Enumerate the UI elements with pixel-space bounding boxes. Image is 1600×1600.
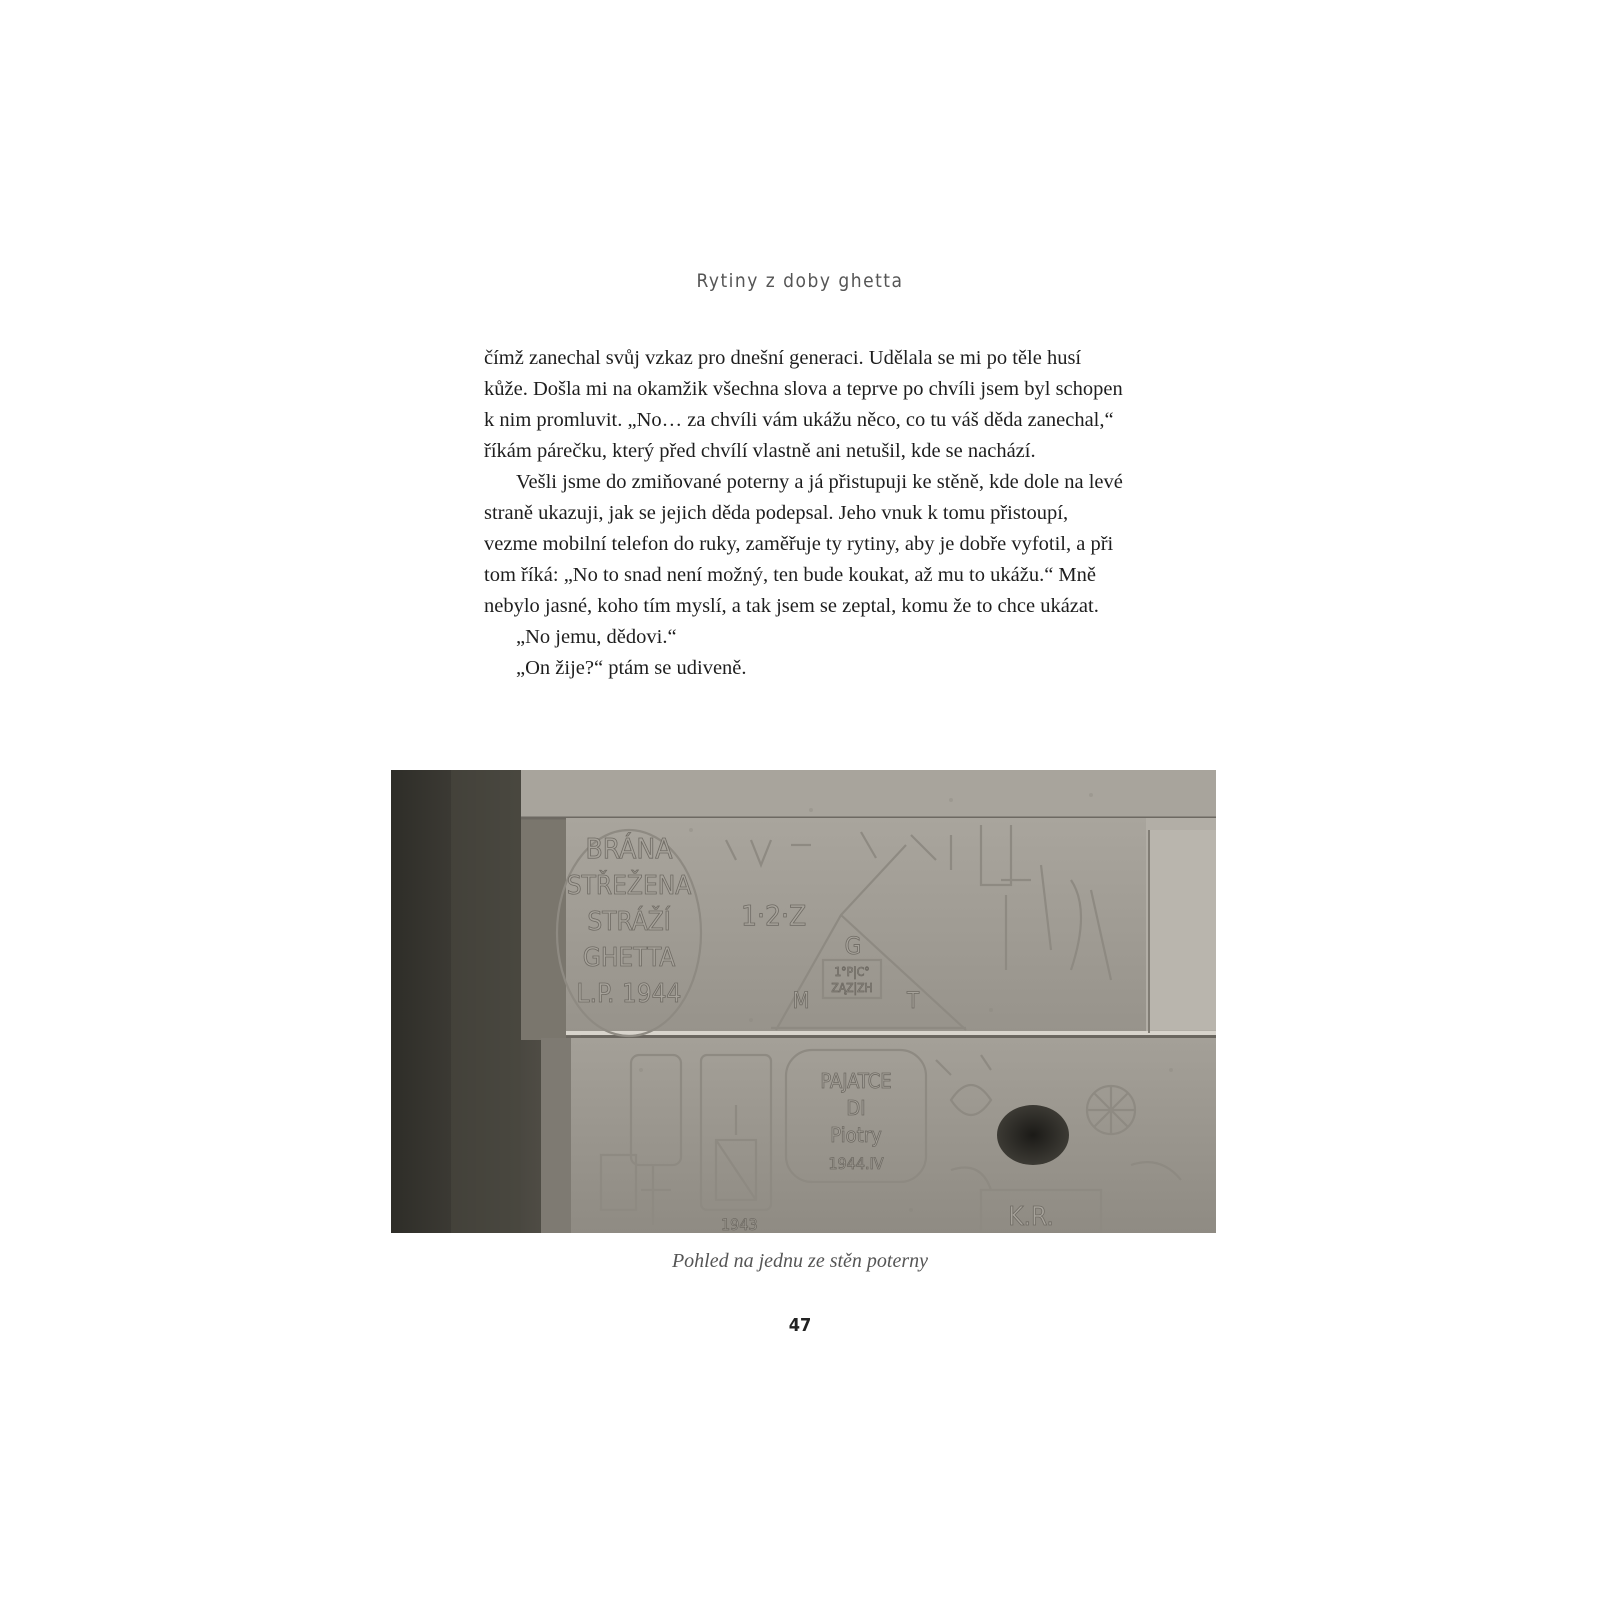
stone-wall-photo	[391, 770, 1216, 1233]
carving-square-4: 1944.IV	[828, 1154, 884, 1173]
paragraph-1: čímž zanechal svůj vzkaz pro dnešní generaci. Udělala se mi po těle husí kůže. Došla mi na okamžik všechna slova a teprve po chvíli jsem byl schopen k nim promluvit. „No… za chvíli vám ukážu něco, co tu váš děda zanechal,“ říkám párečku, který před chvílí vlastně ani netušil, kde se nachází.	[484, 347, 1123, 462]
carving-square-2: DI	[846, 1096, 866, 1120]
carving-triangle-left: M	[792, 989, 810, 1014]
carving-line-2: STŘEŽENA	[566, 871, 692, 901]
body-text	[484, 343, 1124, 684]
running-head: Rytiny z doby ghetta	[696, 270, 904, 292]
carving-kr: K.R.	[1008, 1202, 1054, 1232]
carving-line-1: BRÁNA	[585, 832, 673, 865]
carving-line-3: STRÁŽÍ	[587, 907, 671, 937]
carving-triangle-box-2: ZĄZ|ZH	[831, 981, 873, 995]
carving-square-3: Piotry	[830, 1123, 882, 1147]
carving-triangle-top: G	[844, 932, 862, 960]
paragraph-3: „No jemu, dědovi.“	[516, 626, 677, 648]
carving-square-1: PAJATCE	[820, 1069, 892, 1093]
carving-line-4: GHETTA	[582, 943, 676, 973]
paragraph-2: Vešli jsme do zmiňované poterny a já přistupuji ke stěně, kde dole na levé straně ukazuji, jak se jejich děda podepsal. Jeho vnuk k tomu přistoupí, vezme mobilní telefon do ruky, zaměřuje ty rytiny, aby je dobře vyfotil, a při tom říká: „No to snad není možný, ten bude koukat, až mu to ukážu.“ Mně nebylo jasné, koho tím myslí, a tak jsem se zeptal, komu že to chce ukázat.	[484, 471, 1123, 617]
page-number: 47	[788, 1315, 812, 1336]
carving-triangle-box-1: 1°P|C°	[834, 965, 870, 979]
paragraph-4: „On žije?“ ptám se udiveně.	[516, 657, 747, 679]
photo-caption: Pohled na jednu ze stěn poterny	[671, 1250, 929, 1272]
carving-1943: 1943	[721, 1215, 758, 1233]
carving-triangle-right: T	[906, 989, 920, 1014]
carving-top-row: 1·2·Z	[741, 899, 807, 932]
carving-line-5: L.P. 1944	[576, 979, 682, 1009]
